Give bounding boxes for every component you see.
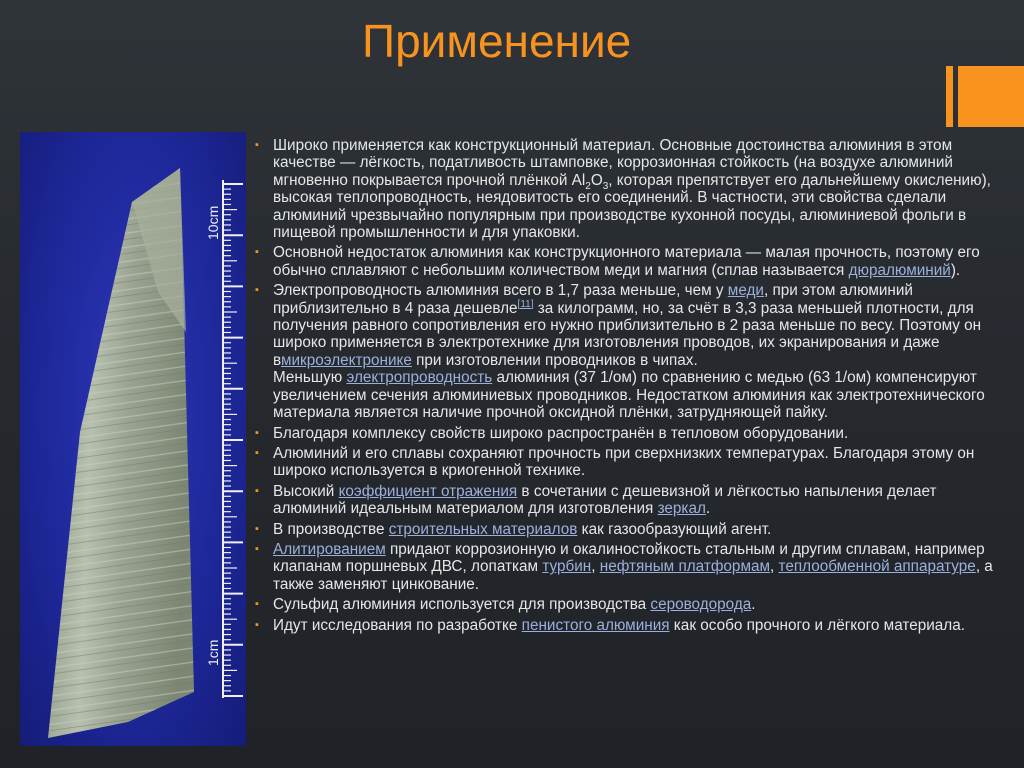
- link-alitizing[interactable]: Алитированием: [273, 540, 386, 558]
- link-duralumin[interactable]: дюралюминий: [848, 261, 951, 279]
- ruler-ticks: [223, 184, 243, 696]
- link-mirrors[interactable]: зеркал: [657, 500, 706, 518]
- link-copper[interactable]: меди: [727, 282, 764, 300]
- footnote-link[interactable]: [11]: [517, 298, 534, 310]
- bullet-marker: ▪: [255, 542, 259, 555]
- bullet-marker: ▪: [255, 426, 259, 439]
- bullet-item: ▪ Алюминий и его сплавы сохраняют прочность при сверхнизких температурах. Благодаря этому он широко используется в криогенной технике.: [255, 444, 975, 480]
- ruler-label-top: 10cm: [205, 205, 221, 240]
- bullet-marker: ▪: [255, 598, 259, 611]
- accent-bar-thin: [946, 66, 953, 127]
- bullet-item: ▪ Электропроводность алюминия всего в 1,7 раза меньше, чем у меди, при этом алюминий приблизительно в 4 раза дешевле[11] за килограмм, но, за счёт в 3,3 раза меньшей плотности, для получения равного сопротивления его нужно приблизительно в 2 раза меньше по весу. Поэтому он широко применяется в электротехнике для изготовления проводов, их экранирования и даже вмикроэлектронике при изготовлении проводников в чипах. Меньшую электропроводность алюминия (37 1/ом) по сравнению с медью (63 1/ом) компенсируют увеличением сечения алюминиевых проводников. Недостатком алюминия как электротехнического материала является наличие прочной оксидной плёнки, затрудняющей пайку.: [255, 282, 985, 422]
- link-turbines[interactable]: турбин: [542, 558, 592, 576]
- link-microelectronics[interactable]: микроэлектронике: [280, 351, 412, 369]
- link-building-materials[interactable]: строительных материалов: [388, 520, 578, 538]
- bullet-item: ▪ Широко применяется как конструкционный материал. Основные достоинства алюминия в этом качестве — лёгкость, податливость штамповке, коррозионная стойкость (на воздухе алюминий мгновенно покрывается прочной плёнкой $Al_2O_3$, которая препятствует его дальнейшему окислению), высокая теплопроводность, неядовитость его соединений. В частности, эти свойства сделали алюминий чрезвычайно популярным при производстве кухонной посуды, алюминиевой фольги в пищевой промышленности и для упаковки.: [255, 137, 991, 242]
- bullet-item: ▪ В производстве строительных материалов как газообразующий агент.: [255, 520, 772, 538]
- ruler-label-bottom: 1cm: [205, 639, 221, 666]
- bullet-item: ▪ Идут исследования по разработке пенистого алюминия как особо прочного и лёгкого материала.: [255, 616, 965, 634]
- bullet-item: ▪ Алитированием придают коррозионную и окалиностойкость стальным и другим сплавам, например клапанам поршневых ДВС, лопаткам турбин, нефтяным платформам, теплообменной аппаратуре, а также заменяют цинкование.: [255, 540, 993, 593]
- link-electroconductivity[interactable]: электропроводность: [346, 369, 493, 387]
- content-area: [254, 137, 1014, 637]
- bullet-marker: ▪: [255, 139, 259, 151]
- bullet-marker: ▪: [255, 484, 259, 497]
- bullet-marker: ▪: [255, 522, 259, 535]
- link-foam-aluminum[interactable]: пенистого алюминия: [521, 616, 670, 634]
- accent-bar-wide: [958, 66, 1024, 127]
- bullet-item: ▪ Высокий коэффициент отражения в сочетании с дешевизной и лёгкостью напыления делает алюминий идеальным материалом для изготовления зеркал.: [255, 482, 937, 518]
- aluminum-sample-photo: [20, 132, 246, 746]
- bullet-marker: ▪: [255, 446, 259, 459]
- bullet-item: ▪ Основной недостаток алюминия как конструкционного материала — малая прочность, поэтому его обычно сплавляют с небольшим количеством меди и магния (сплав называется дюралюминий).: [255, 244, 980, 279]
- accent-bars: [946, 66, 1024, 127]
- aluminum-sample-drawing: [20, 132, 246, 746]
- link-heat-exchangers[interactable]: теплообменной аппаратуре: [778, 558, 976, 576]
- bullet-marker: ▪: [255, 284, 259, 297]
- bullet-marker: ▪: [255, 618, 259, 631]
- bullet-list: [254, 137, 1014, 634]
- link-reflection-coefficient[interactable]: коэффициент отражения: [338, 482, 518, 500]
- link-hydrogen-sulfide[interactable]: сероводорода: [650, 596, 752, 614]
- slide-title: Применение: [362, 15, 632, 67]
- bullet-item: ▪ Сульфид алюминия используется для производства сероводорода.: [255, 596, 756, 614]
- bullet-marker: ▪: [255, 246, 259, 259]
- bullet-item: ▪ Благодаря комплексу свойств широко распространён в тепловом оборудовании.: [255, 424, 849, 442]
- link-oil-platforms[interactable]: нефтяным платформам: [599, 558, 770, 576]
